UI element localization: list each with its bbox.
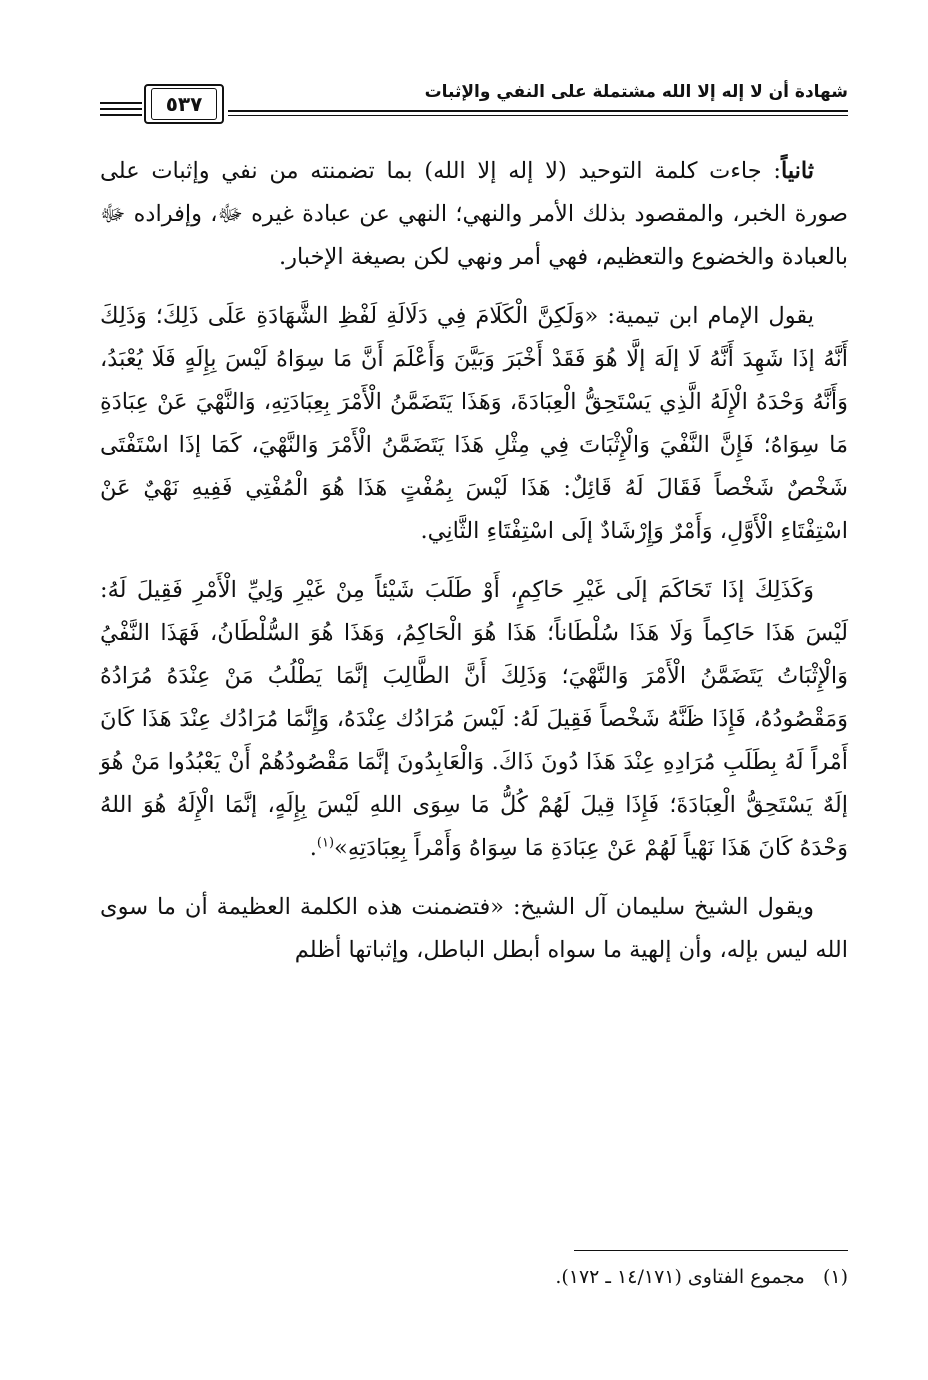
footnote-text: مجموع الفتاوى (١٤/١٧١ ـ ١٧٢). [555,1266,805,1288]
footnote-separator [574,1250,848,1251]
page-header [100,78,848,136]
footnote-marker: (١) [822,1266,848,1288]
header-rule-thin [228,115,848,116]
ornament-rule [100,108,142,110]
page-body [100,150,848,972]
page-number: ٥٣٧ [151,88,217,120]
ornament-rule [100,102,142,104]
running-title: شهادة أن لا إله إلا الله مشتملة على النفي والإثبات [424,82,848,102]
paragraph-text: : جاءت كلمة التوحيد (لا إله إلا الله) بما تضمنته من نفي وإثبات على صورة الخبر، والمقصود بذلك الأمر والنهي؛ النهي عن عبادة غيره ﷻ، وإفراده ﷻ بالعبادة والخضوع والتعظيم، فهي أمر ونهي لكن بصيغة الإخبار. [100,158,848,270]
paragraph-4 [100,886,848,972]
paragraph-lead: ثانياً [780,158,814,184]
paragraph-text: ويقول الشيخ سليمان آل الشيخ: «فتضمنت هذه الكلمة العظيمة أن ما سوى الله ليس بإله، وأن إلهية ما سواه أبطل الباطل، وإثباتها أظلم [100,894,848,963]
paragraph-3-quote [100,569,848,870]
footnote-reference[interactable]: (١) [316,835,335,851]
ornament-rule [100,114,142,116]
paragraph-1 [100,150,848,279]
paragraph-text: يقول الإمام ابن تيمية: «وَلَكِنَّ الْكَلَامَ فِي دَلَالَةِ لَفْظِ الشَّهَادَةِ عَلَى ذَلِكَ؛ وَذَلِكَ أَنَّهُ إذَا شَهِدَ أَنَّهُ لَا إلَهَ إلَّا هُوَ فَقَدْ أَخْبَرَ وَبَيَّنَ وَأَعْلَمَ أَنَّ مَا سِوَاهُ لَيْسَ بِإِلَهٍ فَلَا يُعْبَدُ، وَأَنَّهُ وَحْدَهُ الْإِلَهُ الَّذِي يَسْتَحِقُّ الْعِبَادَةَ، وَهَذَا يَتَضَمَّنُ الْأَمْرَ بِعِبَادَتِهِ، وَالنَّهْيَ عَنْ عِبَادَةِ مَا سِوَاهُ؛ فَإِنَّ النَّفْيَ وَالْإِثْبَاتَ فِي مِثْلِ هَذَا يَتَضَمَّنُ الْأَمْرَ وَالنَّهْيَ، كَمَا إذَا اسْتَفْتَى شَخْصٌ شَخْصاً فَقَالَ لَهُ قَائِلٌ: هَذَا لَيْسَ بِمُفْتٍ هَذَا هُوَ الْمُفْتِي فَفِيهِ نَهْيٌ عَنْ اسْتِفْتَاءِ الْأَوَّلِ، وَأَمْرٌ وَإِرْشَادٌ إلَى اسْتِفْتَاءِ الثَّانِي. [100,303,848,544]
header-rule [228,110,848,112]
paragraph-end: . [309,835,317,861]
page-number-frame [144,84,224,124]
paragraph-text: وَكَذَلِكَ إذَا تَحَاكَمَ إلَى غَيْرِ حَاكِمٍ، أَوْ طَلَبَ شَيْئاً مِنْ غَيْرِ وَلِيِّ الْأَمْرِ فَقِيلَ لَهُ: لَيْسَ هَذَا حَاكِماً وَلَا هَذَا سُلْطَاناً؛ هَذَا هُوَ الْحَاكِمُ، وَهَذَا هُوَ السُّلْطَانُ، فَهَذَا النَّفْيُ وَالْإِثْبَاتُ يَتَضَمَّنُ الْأَمْرَ وَالنَّهْيَ؛ وَذَلِكَ أَنَّ الطَّالِبَ إنَّمَا يَطْلُبُ مَنْ عِنْدَهُ مُرَادُهُ وَمَقْصُودُهُ، فَإِذَا ظَنَّهُ شَخْصاً فَقِيلَ لَهُ: لَيْسَ مُرَادُك عِنْدَهُ، وَإِنَّمَا مُرَادُك عِنْدَ هَذَا كَانَ أَمْراً لَهُ بِطَلَبِ مُرَادِهِ عِنْدَ هَذَا دُونَ ذَاكَ. وَالْعَابِدُونَ إنَّمَا مَقْصُودُهُمْ أَنْ يَعْبُدُوا مَنْ هُوَ إلَهٌ يَسْتَحِقُّ الْعِبَادَةَ؛ فَإِذَا قِيلَ لَهُمْ كُلُّ مَا سِوَى اللهِ لَيْسَ بِإِلَهٍ، إنَّمَا الْإِلَهُ هُوَ اللهُ وَحْدَهُ كَانَ هَذَا نَهْياً لَهُمْ عَنْ عِبَادَةِ مَا سِوَاهُ وَأَمْراً بِعِبَادَتِهِ» [100,577,848,861]
footnote [100,1262,848,1292]
paragraph-2-quote [100,295,848,553]
